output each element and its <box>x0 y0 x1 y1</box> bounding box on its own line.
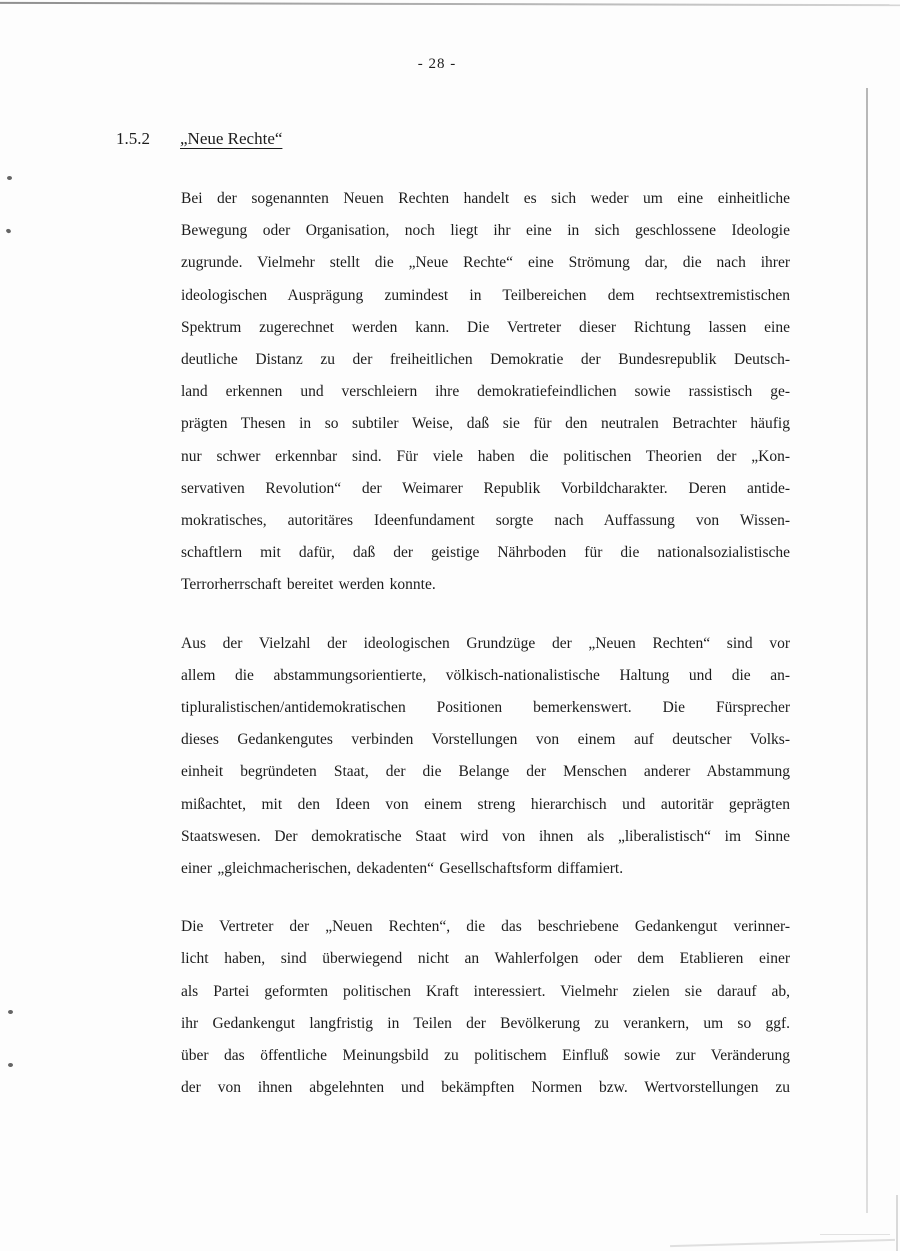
page-number: - 28 - <box>417 56 457 72</box>
text-line: Bei der sogenannten Neuen Rechten handelt es sich weder um eine einheitliche <box>181 190 790 207</box>
text-line: einheit begründeten Staat, der die Belange der Menschen anderer Abstammung <box>181 763 790 781</box>
text-line: prägten Thesen in so subtiler Weise, daß sie für den neutralen Betrachter häufig <box>181 415 790 433</box>
scan-artifact-top-edge <box>0 2 900 6</box>
text-line: licht haben, sind überwiegend nicht an Wahlerfolgen oder dem Etablieren einer <box>181 950 790 968</box>
scan-artifact-speck <box>8 1010 13 1014</box>
scan-artifact-speck <box>7 176 12 180</box>
text-line: Die Vertreter der „Neuen Rechten“, die das beschriebene Gedankengut verinner- <box>181 918 790 936</box>
body-text <box>181 183 790 1130</box>
text-line: ihr Gedankengut langfristig in Teilen der Bevölkerung zu verankern, um so ggf. <box>181 1014 790 1032</box>
paragraph <box>181 911 790 1104</box>
scan-artifact-right-line <box>866 88 868 1213</box>
text-line: tipluralistischen/antidemokratischen Positionen bemerkenswert. Die Fürsprecher <box>181 699 790 717</box>
text-line: über das öffentliche Meinungsbild zu politischem Einfluß sowie zur Veränderung <box>181 1047 790 1065</box>
section-number: 1.5.2 <box>116 129 150 148</box>
text-line: Terrorherrschaft bereitet werden konnte. <box>181 576 436 594</box>
section-title: „Neue Rechte“ <box>180 129 283 148</box>
text-line: land erkennen und verschleiern ihre demokratiefeindlichen sowie rassistisch ge- <box>181 383 790 401</box>
text-line: mißachtet, mit den Ideen von einem streng hierarchisch und autoritär geprägten <box>181 795 790 813</box>
paragraph <box>181 183 790 602</box>
scan-artifact-speck <box>5 228 11 234</box>
scan-artifact-corner <box>896 1195 898 1251</box>
text-line: mokratisches, autoritäres Ideenfundament sorgte nach Auffassung von Wissen- <box>181 512 790 530</box>
scan-artifact-smudge <box>820 1234 890 1235</box>
text-line: Staatswesen. Der demokratische Staat wird von ihnen als „liberalistisch“ im Sinne <box>181 827 790 845</box>
paragraph <box>181 628 790 886</box>
scan-artifact-smudge <box>670 1239 895 1247</box>
text-line: schaftlern mit dafür, daß der geistige Nährboden für die nationalsozialistische <box>181 544 790 562</box>
text-line: ideologischen Ausprägung zumindest in Teilbereichen dem rechtsextremistischen <box>181 286 790 304</box>
text-line: Bewegung oder Organisation, noch liegt ihr eine in sich geschlossene Ideologie <box>181 222 790 240</box>
text-line: einer „gleichmacherischen, dekadenten“ Gesellschaftsform diffamiert. <box>181 860 624 878</box>
text-line: dieses Gedankengutes verbinden Vorstellungen von einem auf deutscher Volks- <box>181 731 790 749</box>
text-line: Spektrum zugerechnet werden kann. Die Vertreter dieser Richtung lassen eine <box>181 318 790 336</box>
text-line: allem die abstammungsorientierte, völkisch-nationalistische Haltung und die an- <box>181 666 790 684</box>
text-line: deutliche Distanz zu der freiheitlichen Demokratie der Bundesrepublik Deutsch- <box>181 351 790 369</box>
scan-artifact-speck <box>8 1063 13 1067</box>
text-line: servativen Revolution“ der Weimarer Republik Vorbildcharakter. Deren antide- <box>181 479 790 497</box>
text-line: Aus der Vielzahl der ideologischen Grundzüge der „Neuen Rechten“ sind vor <box>181 634 790 652</box>
text-line: der von ihnen abgelehnten und bekämpften Normen bzw. Wertvorstellungen zu <box>181 1079 790 1097</box>
text-line: als Partei geformten politischen Kraft interessiert. Vielmehr zielen sie darauf ab, <box>181 982 790 1000</box>
text-line: zugrunde. Vielmehr stellt die „Neue Rechte“ eine Strömung dar, die nach ihrer <box>181 254 790 272</box>
text-line: nur schwer erkennbar sind. Für viele haben die politischen Theorien der „Kon- <box>181 447 790 465</box>
section-heading <box>116 129 282 149</box>
